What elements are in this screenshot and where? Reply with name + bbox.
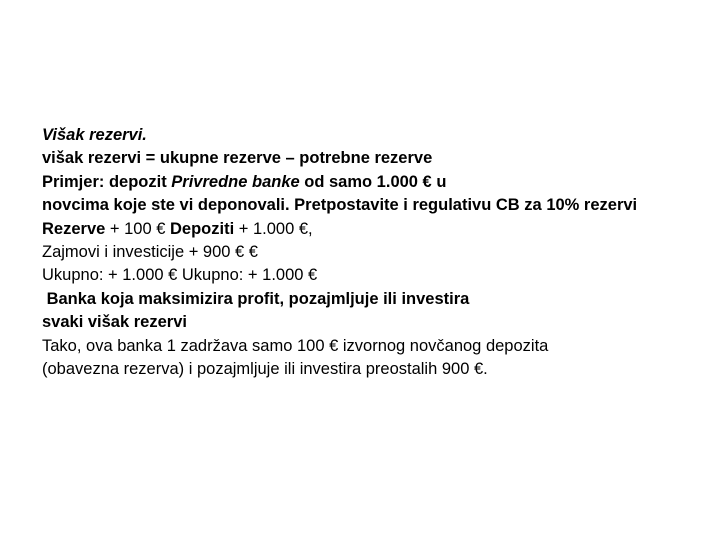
example-intro: Primjer: depozit: [42, 172, 172, 191]
profit-statement-line-2: svaki višak rezervi: [42, 313, 187, 332]
profit-statement-line-1: Banka koja maksimizira profit, pozajmljuje ili investira: [42, 289, 470, 308]
example-amount: od samo 1.000 € u: [299, 172, 447, 191]
example-line-1: [42, 171, 702, 194]
deposits-value: + 1.000 €,: [234, 219, 313, 238]
example-line-2: novcima koje ste vi deponovali. Pretpostavite i regulativu CB za 10% rezervi: [42, 196, 638, 215]
conclusion-line-2: (obavezna rezerva) i pozajmljuje ili investira preostalih 900 €.: [42, 360, 488, 379]
reserves-label: Rezerve: [42, 219, 106, 238]
bank-name: Privredne banke: [171, 172, 300, 191]
reserves-value: + 100 €: [105, 219, 170, 238]
slide-text-block: [42, 124, 702, 381]
t-account-totals: Ukupno: + 1.000 € Ukupno: + 1.000 €: [42, 266, 318, 285]
t-account-reserves-deposits: [42, 218, 702, 241]
conclusion-line-1: Tako, ova banka 1 zadržava samo 100 € izvornog novčanog depozita: [42, 336, 549, 355]
deposits-label: Depoziti: [169, 219, 235, 238]
slide-title: Višak rezervi.: [42, 126, 147, 144]
t-account-loans: Zajmovi i investicije + 900 € €: [42, 243, 258, 262]
formula-line: višak rezervi = ukupne rezerve – potrebne rezerve: [42, 149, 433, 168]
